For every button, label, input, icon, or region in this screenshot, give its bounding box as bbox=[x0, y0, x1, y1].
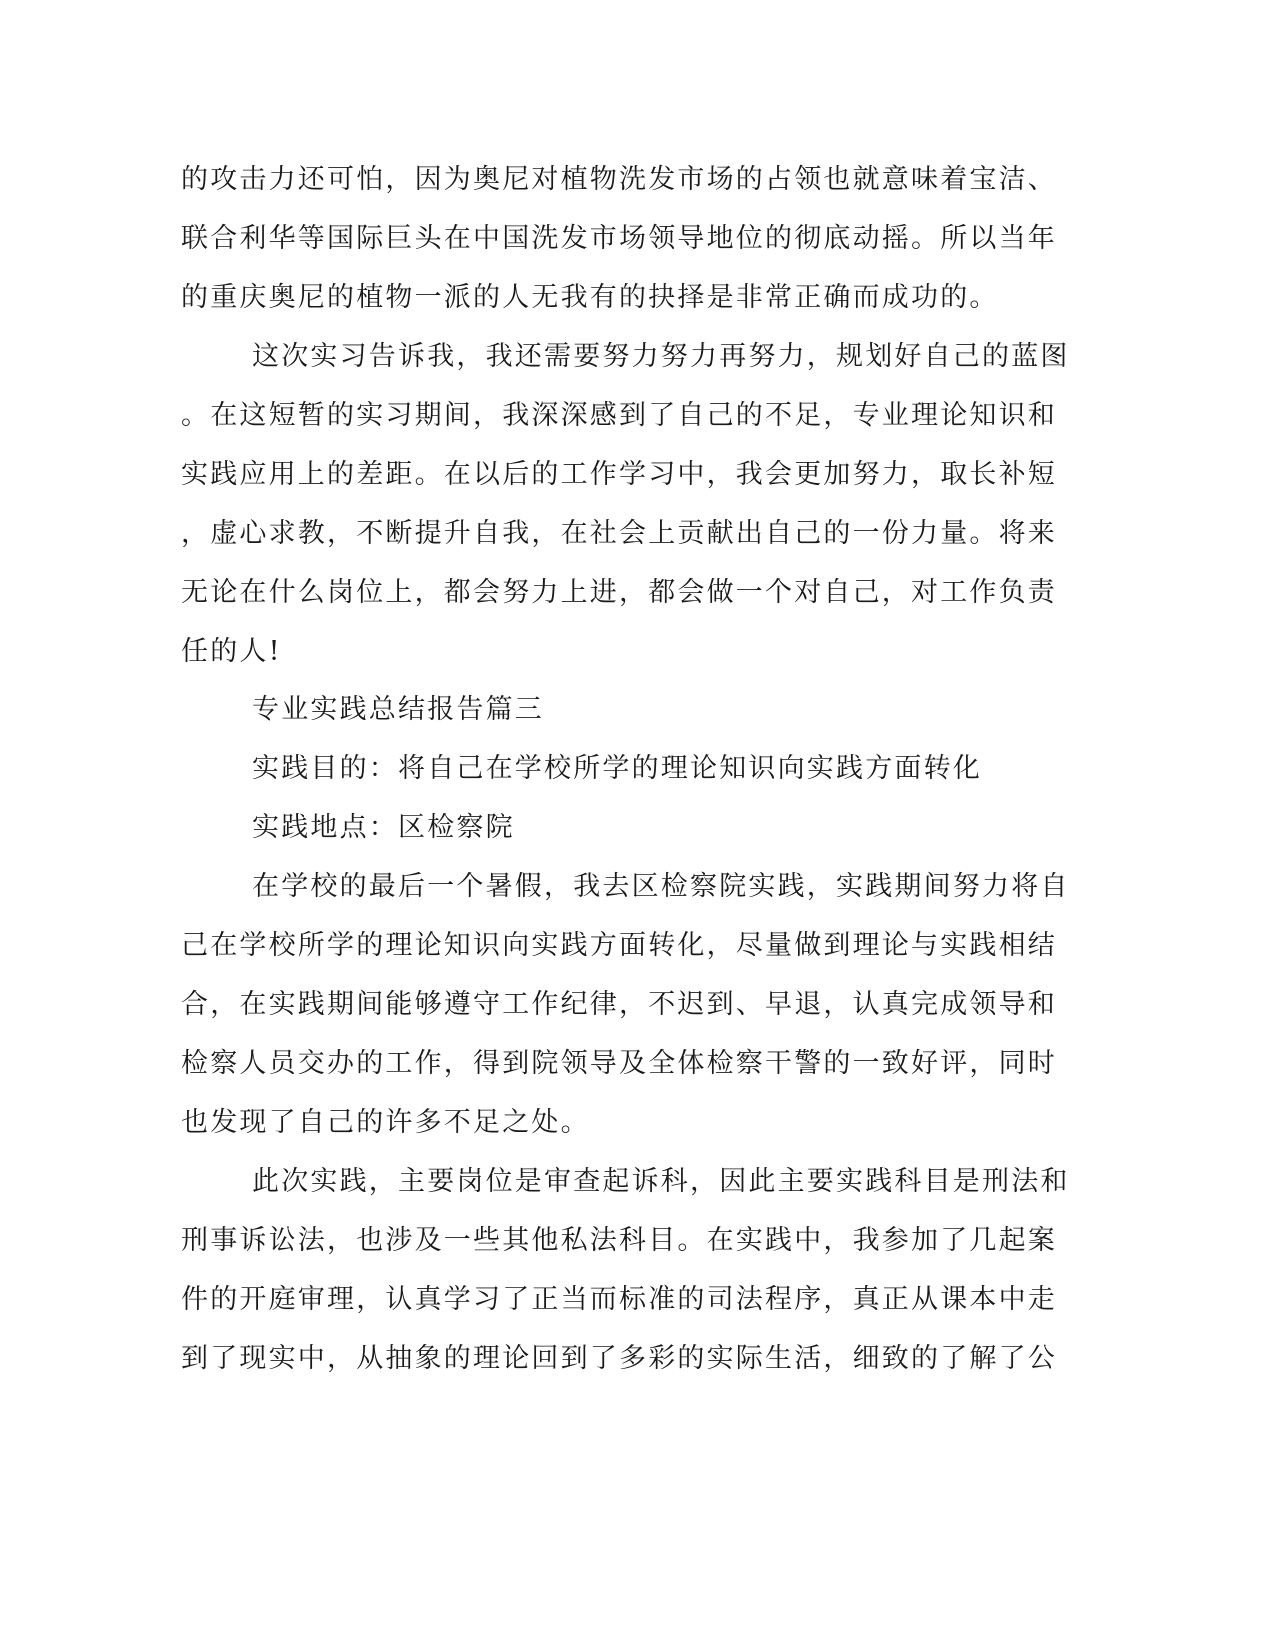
paragraph-first-line: 在学校的最后一个暑假，我去区检察院实践，实践期间努力将自 bbox=[252, 871, 1070, 902]
text-line: 无论在什么岗位上，都会努力上进，都会做一个对自己，对工作负责 bbox=[181, 577, 1057, 608]
section-heading: 专业实践总结报告篇三 bbox=[252, 694, 544, 725]
practice-purpose: 实践目的：将自己在学校所学的理论知识向实践方面转化 bbox=[252, 753, 982, 784]
text-line: 件的开庭审理，认真学习了正当而标准的司法程序，真正从课本中走 bbox=[181, 1284, 1057, 1315]
text-line: 的重庆奥尼的植物一派的人无我有的抉择是非常正确而成功的。 bbox=[181, 282, 999, 313]
text-line: 刑事诉讼法，也涉及一些其他私法科目。在实践中，我参加了几起案 bbox=[181, 1225, 1057, 1256]
text-line: 。在这短暂的实习期间，我深深感到了自己的不足，专业理论知识和 bbox=[181, 400, 1057, 431]
paragraph-first-line: 这次实习告诉我，我还需要努力努力再努力，规划好自己的蓝图 bbox=[252, 341, 1070, 372]
text-line: 检察人员交办的工作，得到院领导及全体检察干警的一致好评，同时 bbox=[181, 1048, 1057, 1079]
text-line: 的攻击力还可怕，因为奥尼对植物洗发市场的占领也就意味着宝洁、 bbox=[181, 164, 1057, 195]
text-line: ，虚心求教，不断提升自我，在社会上贡献出自己的一份力量。将来 bbox=[181, 518, 1057, 549]
text-line: 联合利华等国际巨头在中国洗发市场领导地位的彻底动摇。所以当年 bbox=[181, 223, 1057, 254]
text-line: 实践应用上的差距。在以后的工作学习中，我会更加努力，取长补短 bbox=[181, 459, 1057, 490]
text-line: 己在学校所学的理论知识向实践方面转化，尽量做到理论与实践相结 bbox=[181, 930, 1057, 961]
text-line: 也发现了自己的许多不足之处。 bbox=[181, 1107, 590, 1138]
practice-location: 实践地点：区检察院 bbox=[252, 812, 515, 843]
text-line: 合，在实践期间能够遵守工作纪律，不迟到、早退，认真完成领导和 bbox=[181, 989, 1057, 1020]
text-line: 到了现实中，从抽象的理论回到了多彩的实际生活，细致的了解了公 bbox=[181, 1343, 1057, 1374]
text-line: 任的人! bbox=[181, 636, 282, 667]
paragraph-first-line: 此次实践，主要岗位是审查起诉科，因此主要实践科目是刑法和 bbox=[252, 1166, 1070, 1197]
